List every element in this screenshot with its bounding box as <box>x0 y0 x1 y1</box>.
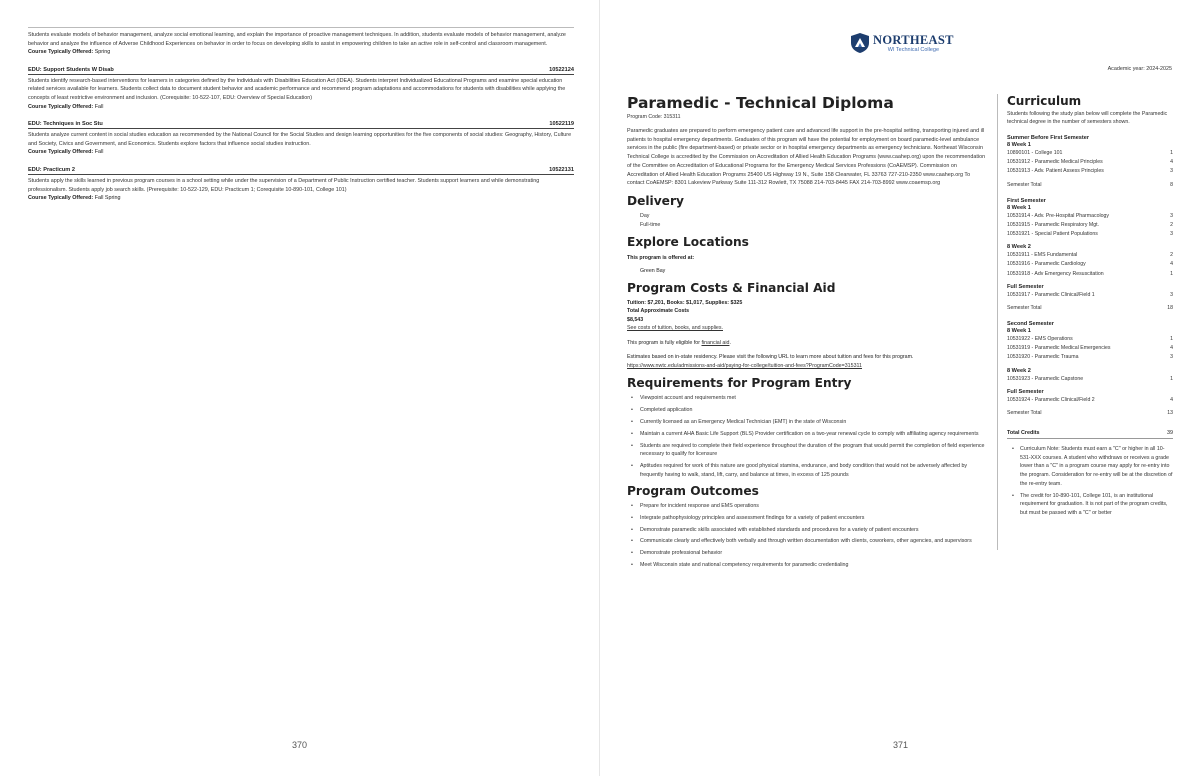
curriculum-notes <box>1007 445 1173 518</box>
left-page-content <box>28 27 574 203</box>
term-label: Full Semester <box>1007 283 1044 290</box>
list-item: • Demonstrate paramedic skills associated with established standards and procedures for a variety of patient encounters <box>627 526 987 535</box>
semester-total: Semester Total 18 <box>1007 305 1173 312</box>
list-item: • Students are required to complete their field experience throughout the duration of the program that would permit the completion of field experience necessary to qualify for licensure <box>627 442 987 459</box>
term-label: 8 Week 2 <box>1007 367 1031 374</box>
course-offered: Course Typically Offered: Fall <box>28 103 104 110</box>
page-number: 371 <box>893 740 909 750</box>
course-row: 10531920 - Paramedic Trauma 3 <box>1007 354 1173 361</box>
first-semester <box>1007 198 1173 312</box>
outcomes-heading: Program Outcomes <box>627 483 759 498</box>
semester-total: Semester Total 8 <box>1007 181 1173 188</box>
page-number: 370 <box>292 740 308 750</box>
semester-total: Semester Total 13 <box>1007 410 1173 417</box>
course-row: 10531922 - EMS Operations 1 <box>1007 336 1173 343</box>
delivery-item: Day <box>640 212 650 219</box>
second-semester <box>1007 321 1173 417</box>
course-row: 10531913 - Adv. Patient Assess Principles 3 <box>1007 168 1173 175</box>
delivery-heading: Delivery <box>627 193 684 208</box>
course-row: 10890101 - College 101 1 <box>1007 150 1173 156</box>
course-practicum-2 <box>28 167 574 203</box>
total-credits: Total Credits 39 <box>1007 430 1173 439</box>
term-label: 8 Week 1 <box>1007 142 1031 148</box>
college-logo <box>850 32 954 54</box>
course-row: 10531921 - Special Patient Populations 3 <box>1007 231 1173 238</box>
course-offered: Course Typically Offered: Fall Spring <box>28 195 121 202</box>
course-row: 10531919 - Paramedic Medical Emergencies 4 <box>1007 345 1173 352</box>
course-row: 10531912 - Paramedic Medical Principles 4 <box>1007 159 1173 166</box>
shield-logo-icon <box>850 32 870 54</box>
list-item: • Integrate pathophysiology principles and assessment findings for a variety of patient encounters <box>627 514 987 523</box>
course-row: 10531923 - Paramedic Capstone 1 <box>1007 375 1173 382</box>
financial-aid-link[interactable]: financial aid <box>701 339 730 346</box>
course-row: 10531916 - Paramedic Cardiology 4 <box>1007 261 1173 268</box>
top-rule <box>28 27 574 28</box>
curriculum-intro: Students following the study plan below will complete the Paramedic technical degree in the number of semesters shown. <box>1007 111 1168 125</box>
term-label: 8 Week 1 <box>1007 204 1031 211</box>
total-costs-value: $8,543 <box>627 316 644 323</box>
course-row: 10531924 - Paramedic Clinical/Field 2 4 <box>1007 396 1173 403</box>
course-title: EDU: Support Students W Disab <box>28 66 114 73</box>
list-item: • Viewpoint account and requirements met <box>627 394 987 403</box>
course-support-students <box>28 67 574 111</box>
list-item: • Currently licensed as an Emergency Medical Technician (EMT) in the state of Wisconsin <box>627 418 987 427</box>
list-item: • Completed application <box>627 406 987 415</box>
course-offered: Course Typically Offered: Fall <box>28 149 104 156</box>
course-description: Students analyze current content in social studies education as recommended by the National Council for the Social Studies and design learning opportunities for the five components of social studies: Geography, History, Culture and Society, Civics and Government, and Economics. Students explore factors that influence social studies instruction. <box>28 132 572 147</box>
program-code: Program Code: 315311 <box>627 114 681 120</box>
list-item: • Prepare for incident response and EMS operations <box>627 502 987 511</box>
offered-at-label: This program is offered at: <box>627 254 695 261</box>
estimates-text: Estimates based on in-state residency. Please visit the following URL to learn more about tuition and fees for this program. <box>627 354 914 361</box>
costs-heading: Program Costs & Financial Aid <box>627 280 836 295</box>
explore-locations-heading: Explore Locations <box>627 234 749 249</box>
summer-semester <box>1007 135 1173 189</box>
term-label: 8 Week 1 <box>1007 328 1031 335</box>
location-item: Green Bay <box>640 267 666 274</box>
course-header <box>28 167 574 175</box>
page-title: Paramedic - Technical Diploma <box>627 94 894 112</box>
list-item: • Meet Wisconsin state and national competency requirements for paramedic credentialing <box>627 561 987 570</box>
course-code: 10522119 <box>549 121 574 128</box>
outcomes-list <box>627 502 987 570</box>
list-item: • Maintain a current AHA Basic Life Support (BLS) Provider certification on a two-year renewal cycle to comply with affiliating agency requirements <box>627 430 987 439</box>
tuition-url-link[interactable]: https://www.nwtc.edu/admissions-and-aid/paying-for-college/tuition-and-fees?ProgramCode=315311 <box>627 362 863 369</box>
intro-course-offered: Course Typically Offered: Spring <box>28 49 111 56</box>
term-label: 8 Week 2 <box>1007 244 1031 251</box>
delivery-item: Full-time <box>640 221 661 228</box>
course-row: 10531915 - Paramedic Respiratory Mgt. 2 <box>1007 221 1173 228</box>
list-item: • Curriculum Note: Students must earn a "C" or higher in all 10-531-XXX courses. A student who withdraws or receives a grade lower than a "C" in a program course may apply for re-entry into the program. Consideration for re-entry will be at the discretion of the re-entry team. <box>1007 445 1173 489</box>
costs-block <box>627 299 987 371</box>
list-item: • Communicate clearly and effectively both verbally and through written documentation with clients, coworkers, other agencies, and supervisors <box>627 537 987 546</box>
requirements-list <box>627 394 987 479</box>
list-item: • The credit for 10-890-101, College 101, is an institutional requirement for graduation. It is not part of the program credits, but must be passed with a "C" or better <box>1007 492 1173 518</box>
delivery-list <box>627 212 987 230</box>
course-description: Students apply the skills learned in previous program courses in a school setting while under the supervision of a Department of Public Instruction certified teacher. Students support learners and while demonstrating professionalism. Students apply job search skills. (Prerequisite: 10-522-129, EDU: Practicum 1; Corequisite 10-890-101, College 101) <box>28 177 540 193</box>
logo-subtitle: WI Technical College <box>887 46 940 53</box>
total-costs-label: Total Approximate Costs <box>627 308 690 315</box>
see-costs-link[interactable]: See costs of tuition, books, and supplies. <box>627 325 723 332</box>
intro-course-description: Students evaluate models of behavior management, analyze social emotional learning, and explain the importance of proactive management techniques. In addition, students evaluate models of behavior management, analyze behavior and analyze the influence of Adverse Childhood Experiences on behavior in order to focus on developing skills to assist in empowering children to take an active role in self-control and classroom management. <box>28 32 566 47</box>
semester-title: Second Semester <box>1007 321 1054 328</box>
course-row: 10531914 - Adv. Pre-Hospital Pharmacology 3 <box>1007 212 1173 219</box>
course-header <box>28 67 574 75</box>
course-title: EDU: Techniques in Soc Stu <box>28 121 103 128</box>
course-code: 10522124 <box>549 66 574 73</box>
list-item: • Aptitudes required for work of this nature are good physical stamina, endurance, and body condition that would not be adversely affected by frequently having to walk, stand, lift, carry, and balance at times, in excess of 125 pounds <box>627 462 987 479</box>
semester-title: Summer Before First Semester <box>1007 135 1090 141</box>
course-header <box>28 121 574 129</box>
financial-aid-line: This program is fully eligible for financial aid. <box>627 339 731 346</box>
logo-name: NORTHEAST <box>873 32 954 47</box>
course-row: 10531918 - Adv Emergency Resuscitation 1 <box>1007 270 1173 277</box>
course-description: Students identify research-based interventions for learners in categories defined by the Individuals with Disabilities Education Act (IDEA). Students interpret Individualized Educational Programs and examine special education related services available for learners. Students collect data to document student behavior and academic performance and recommend program adaptations and accommodations for students with disabilities while applying the concepts of least restrictive environment and inclusion. (Corequisite: 10-522-107, EDU: Overview of Special Education) <box>28 77 566 101</box>
requirements-heading: Requirements for Program Entry <box>627 376 852 391</box>
course-row: 10531917 - Paramedic Clinical/Field 1 3 <box>1007 291 1173 298</box>
semester-title: First Semester <box>1007 197 1046 204</box>
curriculum-sidebar <box>997 94 1173 550</box>
right-page <box>600 0 1200 776</box>
course-title: EDU: Practicum 2 <box>28 166 75 173</box>
list-item: • Demonstrate professional behavior <box>627 549 987 558</box>
course-techniques-soc-stu <box>28 121 574 157</box>
curriculum-heading: Curriculum <box>1007 94 1082 108</box>
program-description: Paramedic graduates are prepared to perform emergency patient care and advanced life support in the pre-hospital setting, transporting injured and ill patients to hospital emergency departments. Graduates of this program will have the potential for employment on board paramedic-level ambulance services in the public (fire department-based) or private sector or in hospital emergency departments as emergency technicians. Northeast Wisconsin Technical College is accredited by the Commission on Accreditation of Allied Health Education Programs (www.caahep.org) upon the recommendation of the Committee on Accreditation of Educational Programs for the Emergency Medical Services Professions (CoAEMSP). Commission on Accreditation of Allied Health Education Programs 25400 US Highway 19 N., Suite 158 Clearwater, FL 33763 727-210-2350 www.caahep.org To contact CoAEMSP: 8301 Lakeview Parkway Suite 111-312 Rowlett, TX 75088 214-703-8445 FAX 214-703-8992 www.coaemsp.org <box>627 128 986 187</box>
costs-breakdown: Tuition: $7,201, Books: $1,017, Supplies: $325 <box>627 299 743 306</box>
academic-year: Academic year: 2024-2025 <box>1107 66 1172 72</box>
term-label: Full Semester <box>1007 388 1044 395</box>
program-main-column <box>627 94 987 573</box>
course-code: 10522131 <box>549 166 574 173</box>
logo-text <box>873 34 954 53</box>
course-row: 10531911 - EMS Fundamental 2 <box>1007 252 1173 259</box>
